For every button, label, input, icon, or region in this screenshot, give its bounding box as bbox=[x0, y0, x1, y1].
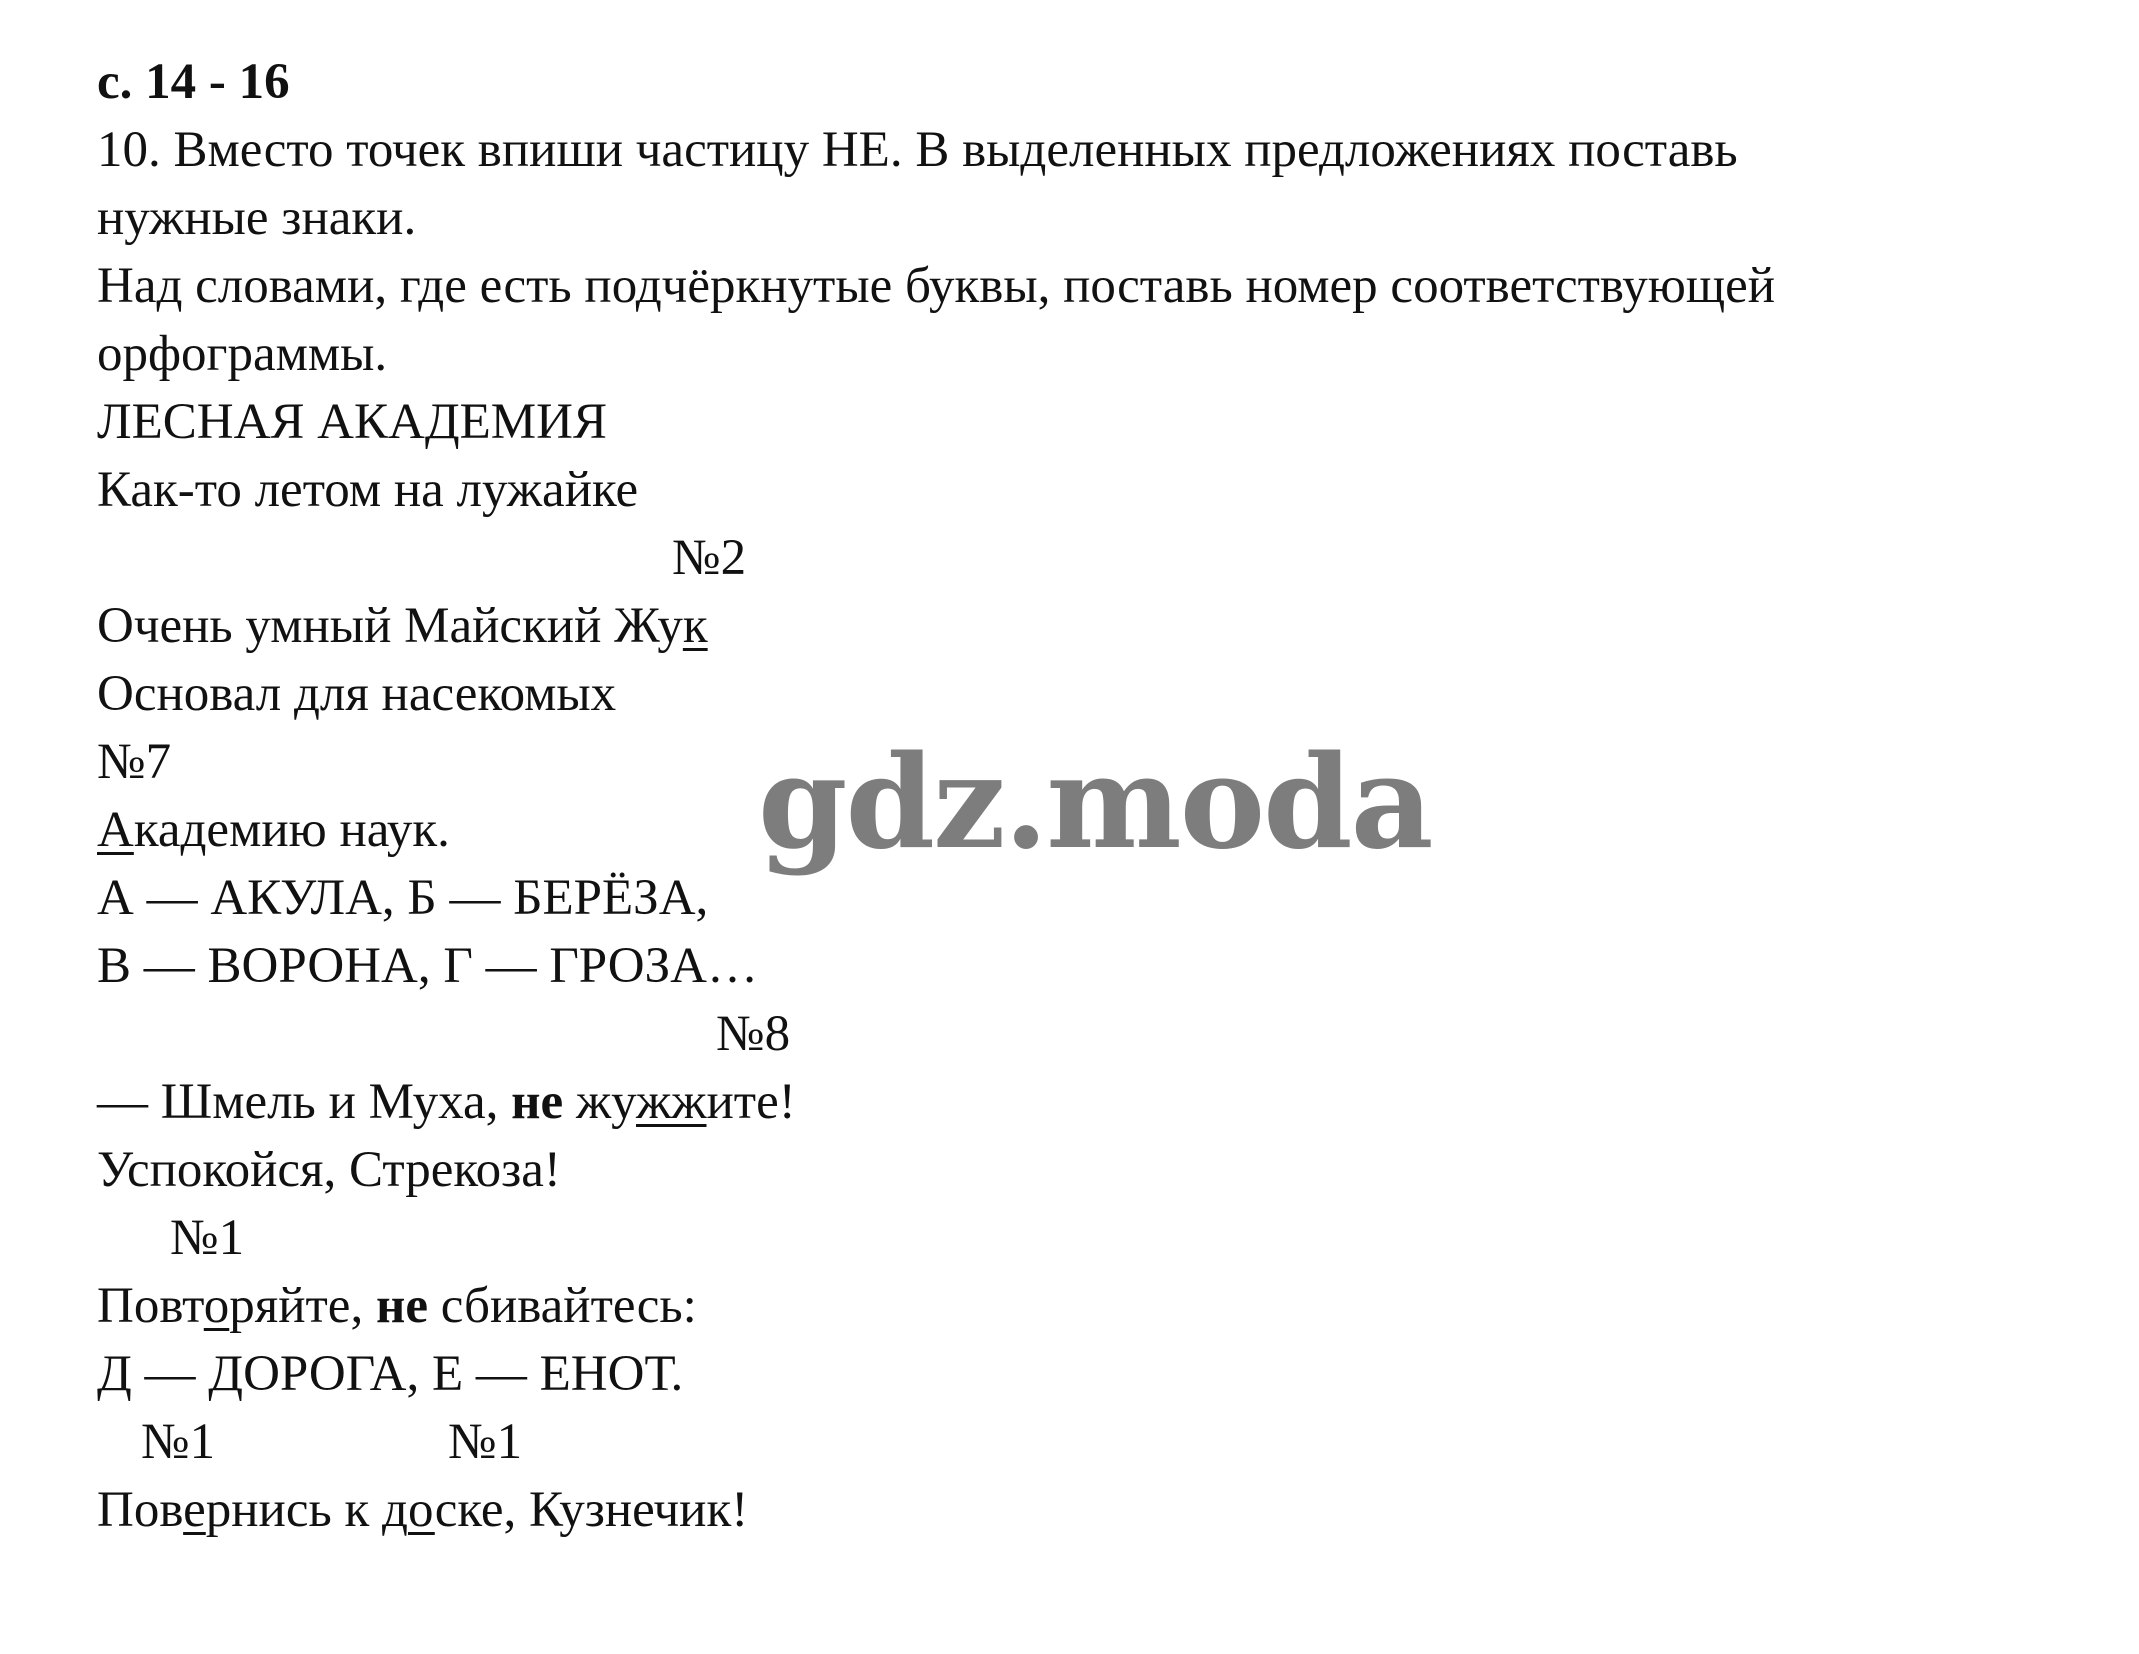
underlined-letter: е bbox=[183, 1482, 206, 1538]
task-text-line-2: нужные знаки. bbox=[97, 190, 417, 246]
poem-text: Очень умный Майский Жу bbox=[97, 598, 683, 654]
poem-line-3: Основал для насекомых bbox=[97, 666, 617, 722]
task-text-line-3: Над словами, где есть подчёркнутые буквы, поставь номер соответствующей bbox=[97, 258, 1776, 314]
poem-text: Пов bbox=[97, 1482, 184, 1538]
poem-text: ите! bbox=[706, 1074, 796, 1130]
orthogram-number: №1 bbox=[170, 1210, 245, 1266]
orthogram-number: №8 bbox=[716, 1006, 791, 1062]
poem-line-6: В — ВОРОНА, Г — ГРОЗА… bbox=[97, 938, 759, 994]
poem-line-7 bbox=[97, 1072, 796, 1132]
orthogram-number: №1 bbox=[448, 1414, 523, 1470]
poem-text: кадемию наук. bbox=[133, 802, 450, 858]
underlined-letter: А bbox=[97, 802, 134, 858]
particle-ne: не bbox=[511, 1074, 564, 1130]
particle-ne: не bbox=[375, 1278, 428, 1334]
watermark-logo: gdz.moda bbox=[758, 728, 1432, 878]
poem-line-2 bbox=[97, 596, 708, 656]
poem-text: жу bbox=[563, 1074, 637, 1130]
task-text-line-4: орфограммы. bbox=[97, 326, 388, 382]
orthogram-number: №2 bbox=[672, 530, 747, 586]
poem-line-10: Д — ДОРОГА, Е — ЕНОТ. bbox=[97, 1346, 684, 1402]
poem-text: — Шмель и Муха, bbox=[97, 1074, 512, 1130]
underlined-letter: к bbox=[682, 598, 708, 654]
poem-line-9 bbox=[97, 1276, 697, 1336]
poem-line-4 bbox=[97, 800, 450, 860]
page-reference: с. 14 - 16 bbox=[97, 54, 290, 110]
underlined-letter: жж bbox=[636, 1074, 707, 1130]
poem-text: Повт bbox=[97, 1278, 204, 1334]
poem-line-11 bbox=[97, 1480, 748, 1540]
poem-text: рнись к д bbox=[205, 1482, 408, 1538]
poem-text: сбивайтесь: bbox=[427, 1278, 697, 1334]
underlined-letter: о bbox=[407, 1482, 435, 1538]
underlined-letter: о bbox=[203, 1278, 230, 1334]
poem-line-5: А — АКУЛА, Б — БЕРЁЗА, bbox=[97, 870, 709, 926]
poem-text: ряйте, bbox=[229, 1278, 376, 1334]
poem-line-8: Успокойся, Стрекоза! bbox=[97, 1142, 561, 1198]
task-text-line-1: 10. Вместо точек впиши частицу НЕ. В выделенных предложениях поставь bbox=[97, 122, 1738, 178]
poem-title: ЛЕСНАЯ АКАДЕМИЯ bbox=[97, 394, 607, 450]
orthogram-number: №7 bbox=[97, 734, 172, 790]
poem-text: ске, Кузнечик! bbox=[434, 1482, 749, 1538]
orthogram-number: №1 bbox=[141, 1414, 216, 1470]
poem-line-1: Как-то летом на лужайке bbox=[97, 462, 639, 518]
